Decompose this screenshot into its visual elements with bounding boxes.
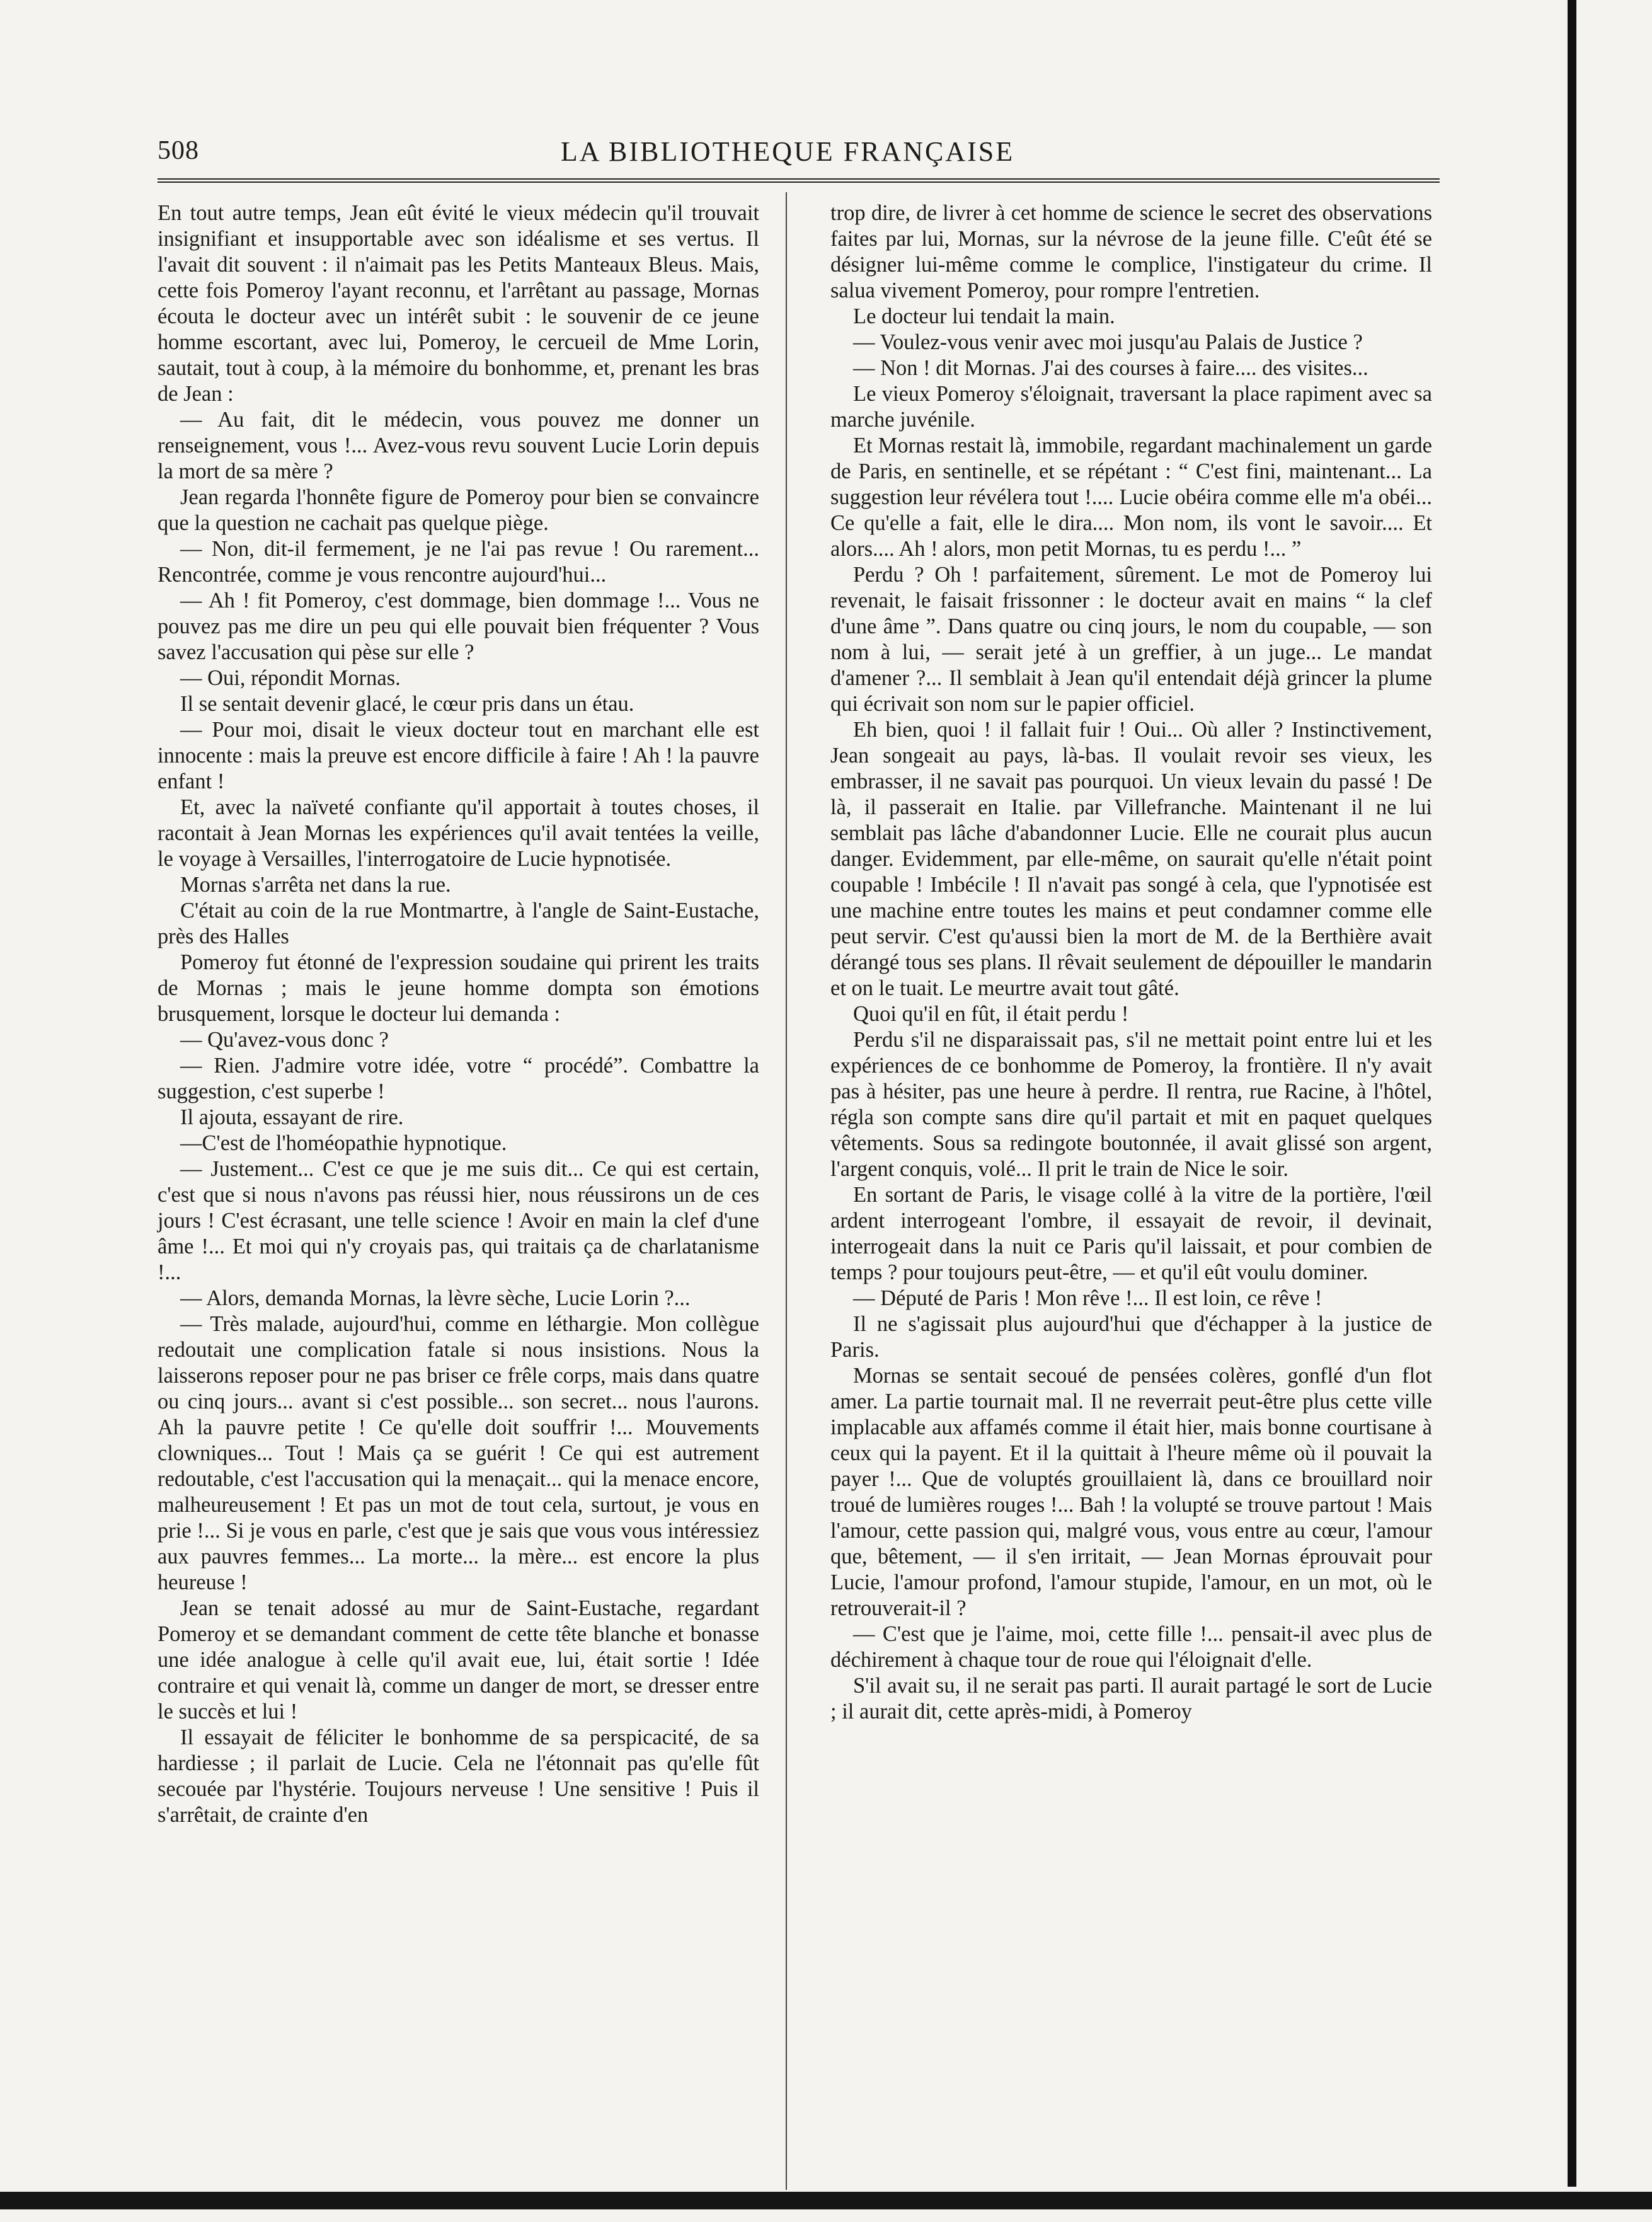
paragraph: — Ah ! fit Pomeroy, c'est dommage, bien dommage !... Vous ne pouvez pas me dire un peu qui elle pouvait bien fréquenter ? Vous savez l'accusation qui pèse sur elle ?: [158, 589, 759, 664]
text-column-left: [158, 200, 759, 1828]
paragraph: Jean regarda l'honnête figure de Pomeroy pour bien se convaincre que la question ne cachait pas quelque piège.: [158, 485, 759, 535]
paragraph: Il se sentait devenir glacé, le cœur pris dans un étau.: [180, 692, 634, 716]
paragraph: — Pour moi, disait le vieux docteur tout en marchant elle est innocente : mais la preuve est encore difficile à faire ! Ah ! la pauvre enfant !: [158, 718, 759, 793]
paragraph: Jean se tenait adossé au mur de Saint-Eustache, regardant Pomeroy et se demandant comment de cette tête blanche et bonasse une idée analogue à celle qu'il avait eue, lui, était sortie ! Idée contraire et qui venait là, comme un danger de mort, se dresser entre le succès et lui !: [158, 1596, 759, 1724]
paragraph: — Justement... C'est ce que je me suis dit... Ce qui est certain, c'est que si nous n'avons pas réussi hier, nous réussirons un de ces jours ! C'est écrasant, une telle science ! Avoir en main la clef d'une âme !... Et moi qui n'y croyais pas, qui traitais ça de charlatanisme !...: [158, 1157, 759, 1284]
paragraph: — Alors, demanda Mornas, la lèvre sèche, Lucie Lorin ?...: [180, 1286, 691, 1310]
scan-edge-bottom: [0, 2192, 1652, 2209]
paragraph: Perdu s'il ne disparaissait pas, s'il ne mettait point entre lui et les expériences de ce bonhomme de Pomeroy, la frontière. Il n'y avait pas à hésiter, pas une heure à perdre. Il rentra, rue Racine, à l'hôtel, régla son compte sans dire qu'il partait et mit en paquet quelques vêtements. Sous sa redingote boutonnée, il avait glissé son argent, l'argent conquis, volé... Il prit le train de Nice le soir.: [830, 1028, 1432, 1181]
paragraph: Il ne s'agissait plus aujourd'hui que d'échapper à la justice de Paris.: [830, 1312, 1432, 1362]
paragraph: Perdu ? Oh ! parfaitement, sûrement. Le mot de Pomeroy lui revenait, le faisait frissonner : le docteur avait en mains “ la clef d'une âme ”. Dans quatre ou cinq jours, le nom du coupable, — son nom à lui, — serait jeté à un greffier, à un juge... Le mandat d'amener ?... Il semblait à Jean qu'il entendait déjà grincer la plume qui écrivait son nom sur le papier officiel.: [830, 563, 1432, 716]
paragraph: — Député de Paris ! Mon rêve !... Il est loin, ce rêve !: [853, 1286, 1322, 1310]
page-number: 508: [158, 136, 199, 165]
column-divider: [786, 192, 787, 2190]
paragraph: Eh bien, quoi ! il fallait fuir ! Oui... Où aller ? Instinctivement, Jean songeait au pays, là-bas. Il voulait revoir ses vieux, les embrasser, il ne savait pas pourquoi. Un vieux levain du passé ! De là, il passerait en Italie. par Villefranche. Maintenant il ne lui semblait pas lâche d'abandonner Lucie. Elle ne courait plus aucun danger. Evidemment, par elle-même, on saurait qu'elle n'était point coupable ! Imbécile ! Il n'avait pas songé à cela, que l'ypnotisée est une machine entre toutes les mains et peut condamner comme elle peut servir. C'est qu'aussi bien la mort de M. de la Berthière avait dérangé tous ses plans. Il rêvait seulement de dépouiller le mandarin et on le tuait. Le meurtre avait tout gâté.: [830, 718, 1432, 1000]
paragraph: Il ajouta, essayant de rire.: [180, 1105, 404, 1129]
page-header: [158, 135, 1418, 180]
running-title: LA BIBLIOTHEQUE FRANÇAISE: [560, 136, 1015, 167]
scan-edge-right: [1568, 0, 1576, 2187]
paragraph: En sortant de Paris, le visage collé à la vitre de la portière, l'œil ardent interrogeant l'ombre, il essayait de revoir, il devinait, interrogeait dans la nuit ce Paris qu'il laissait, et pour combien de temps ? pour toujours peut-être, — et qu'il eût voulu dominer.: [830, 1183, 1432, 1284]
paragraph: Mornas s'arrêta net dans la rue.: [180, 873, 451, 897]
paragraph: Et, avec la naïveté confiante qu'il apportait à toutes choses, il racontait à Jean Mornas les expériences qu'il avait tentées la veille, le voyage à Versailles, l'interrogatoire de Lucie hypnotisée.: [158, 795, 759, 871]
paragraph: — Rien. J'admire votre idée, votre “ procédé”. Combattre la suggestion, c'est superbe !: [158, 1054, 759, 1103]
text-column-right: [830, 200, 1432, 1725]
paragraph: — Qu'avez-vous donc ?: [180, 1028, 389, 1052]
paragraph: — Au fait, dit le médecin, vous pouvez me donner un renseignement, vous !... Avez-vous revu souvent Lucie Lorin depuis la mort de sa mère ?: [158, 408, 759, 483]
paragraph: —C'est de l'homéopathie hypnotique.: [180, 1131, 507, 1155]
paragraph: trop dire, de livrer à cet homme de science le secret des observations faites par lui, Mornas, sur la névrose de la jeune fille. C'eût été se désigner lui-même comme le complice, l'instigateur du crime. Il salua vivement Pomeroy, pour rompre l'entretien.: [830, 201, 1432, 302]
header-rule: [158, 178, 1440, 183]
paragraph: Quoi qu'il en fût, il était perdu !: [853, 1002, 1129, 1026]
paragraph: En tout autre temps, Jean eût évité le vieux médecin qu'il trouvait insignifiant et insupportable avec son idéalisme et ses vertus. Il l'avait dit souvent : il n'aimait pas les Petits Manteaux Bleus. Mais, cette fois Pomeroy l'ayant reconnu, et l'arrêtant au passage, Mornas écouta le docteur avec un intérêt subit : le souvenir de ce jeune homme escortant, avec lui, Pomeroy, le cercueil de Mme Lorin, sautait, tout à coup, à la mémoire du bonhomme, et, prenant les bras de Jean :: [158, 201, 759, 406]
paragraph: C'était au coin de la rue Montmartre, à l'angle de Saint-Eustache, près des Halles: [158, 899, 759, 948]
paragraph: Il essayait de féliciter le bonhomme de sa perspicacité, de sa hardiesse ; il parlait de Lucie. Cela ne l'étonnait pas qu'elle fût secouée par l'hystérie. Toujours nerveuse ! Une sensitive ! Puis il s'arrêtait, de crainte d'en: [158, 1725, 759, 1827]
paragraph: — Très malade, aujourd'hui, comme en léthargie. Mon collègue redoutait une complication fatale si nous insistions. Nous la laisserons reposer pour ne pas briser ce frêle corps, mais dans quatre ou cinq jours... avant si c'est possible... son secret... nous l'aurons. Ah la pauvre petite ! Ce qu'elle doit souffrir !... Mouvements clowniques... Tout ! Mais ça se guérit ! Ce qui est autrement redoutable, c'est l'accusation qui la menaçait... qui la menace encore, malheureusement ! Et pas un mot de tout cela, surtout, je vous en prie !... Si je vous en parle, c'est que je sais que vous vous intéressiez aux pauvres femmes... La morte... la mère... est encore la plus heureuse !: [158, 1312, 759, 1594]
paragraph: — Voulez-vous venir avec moi jusqu'au Palais de Justice ?: [853, 330, 1363, 354]
paragraph: Le docteur lui tendait la main.: [853, 304, 1115, 328]
paragraph: Et Mornas restait là, immobile, regardant machinalement un garde de Paris, en sentinelle, et se répétant : “ C'est fini, maintenant... La suggestion leur révélera tout !.... Lucie obéira comme elle m'a obéi... Ce qu'elle a fait, elle le dira.... Mon nom, ils vont le savoir.... Et alors.... Ah ! alors, mon petit Mornas, tu es perdu !... ”: [830, 434, 1432, 561]
paragraph: Mornas se sentait secoué de pensées colères, gonflé d'un flot amer. La partie tournait mal. Il ne reverrait peut-être plus cette ville implacable aux affamés comme il était hier, mais bonne courtisane à ceux qui la payent. Et il la quittait à l'heure même où il pouvait la payer !... Que de voluptés grouillaient là, dans ce brouillard noir troué de lumières rouges !... Bah ! la volupté se trouve partout ! Mais l'amour, cette passion qui, malgré vous, vous entre au cœur, l'amour que, bêtement, — il s'en irritait, — Jean Mornas éprouvait pour Lucie, l'amour profond, l'amour stupide, l'amour, en un mot, où le retrouverait-il ?: [830, 1364, 1432, 1620]
paragraph: Pomeroy fut étonné de l'expression soudaine qui prirent les traits de Mornas ; mais le jeune homme dompta son émotions brusquement, lorsque le docteur lui demanda :: [158, 950, 759, 1026]
paragraph: — Non, dit-il fermement, je ne l'ai pas revue ! Ou rarement... Rencontrée, comme je vous rencontre aujourd'hui...: [158, 537, 759, 587]
paragraph: — Oui, répondit Mornas.: [180, 666, 401, 690]
paragraph: — Non ! dit Mornas. J'ai des courses à faire.... des visites...: [853, 356, 1368, 380]
paragraph: Le vieux Pomeroy s'éloignait, traversant la place rapiment avec sa marche juvénile.: [830, 382, 1432, 432]
paragraph: S'il avait su, il ne serait pas parti. Il aurait partagé le sort de Lucie ; il aurait dit, cette après-midi, à Pomeroy: [830, 1674, 1432, 1724]
paragraph: — C'est que je l'aime, moi, cette fille !... pensait-il avec plus de déchirement à chaque tour de roue qui l'éloignait d'elle.: [830, 1622, 1432, 1672]
